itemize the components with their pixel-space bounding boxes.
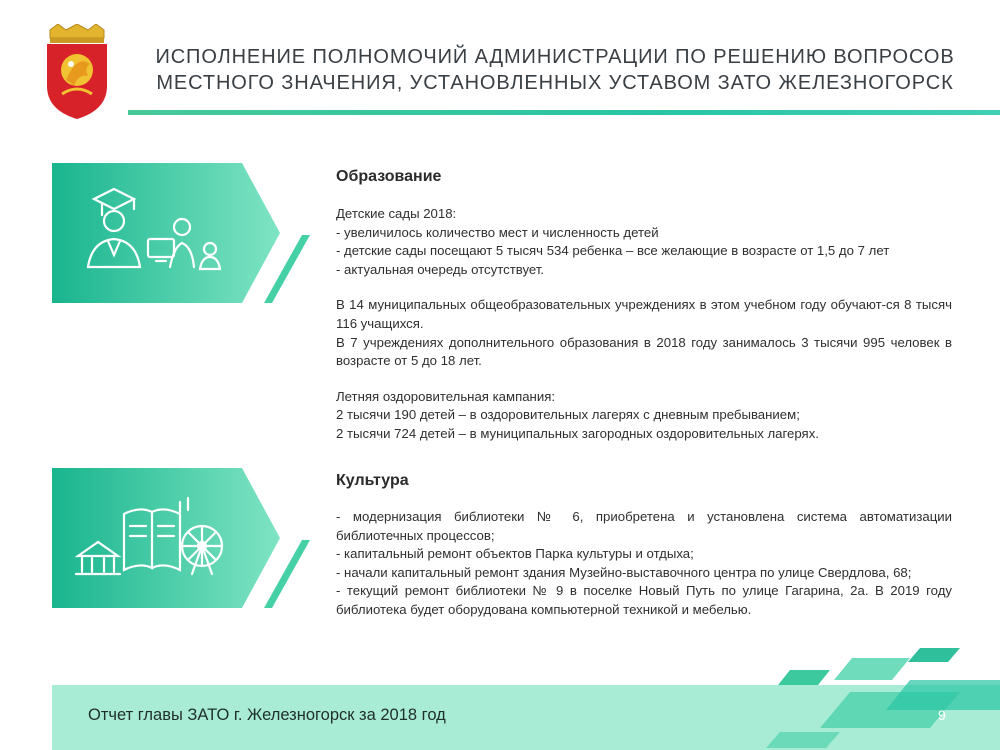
kindergartens-item-3: - актуальная очередь отсутствует. [336,261,545,277]
footer-text: Отчет главы ЗАТО г. Железногорск за 2018 год [88,706,446,724]
kindergartens-title: Детские сады 2018: [336,206,457,221]
education-content [336,205,952,444]
decorative-stripes [760,640,1000,750]
culture-content [336,508,952,620]
culture-item-2: - капитальный ремонт объектов Парка культуры и отдыха; [336,546,694,562]
page-title-line-1: ИСПОЛНЕНИЕ ПОЛНОМОЧИЙ АДМИНИСТРАЦИИ ПО РЕШЕНИЮ ВОПРОСОВ [155,46,955,68]
culture-item-3: - начали капитальный ремонт здания Музейно-выставочного центра по улице Свердлова, 68; [336,564,912,580]
summer-line-2: 2 тысячи 724 детей – в муниципальных загородных оздоровительных лагерях. [336,425,819,441]
schools-paragraph-2: В 7 учреждениях дополнительного образования в 2018 году занималось 3 тысячи 995 человек в возрасте от 5 до 18 лет. [336,334,952,369]
culture-item-1: - модернизация библиотеки № 6, приобретена и установлена система автоматизации библиотечных процессов; [336,509,952,543]
page-title-line-2: МЕСТНОГО ЗНАЧЕНИЯ, УСТАНОВЛЕННЫХ УСТАВОМ ЗАТО ЖЕЛЕЗНОГОРСК [156,72,954,94]
schools-paragraph-1: В 14 муниципальных общеобразовательных учреждениях в этом учебном году обучают-ся 8 тысяч 116 учащихся. [336,297,952,331]
kindergartens-item-2: - детские сады посещают 5 тысяч 534 ребенка – все желающие в возрасте от 1,5 до 7 лет [336,243,890,259]
coat-of-arms-icon [44,24,110,120]
page-title [140,44,970,96]
summer-title: Летняя оздоровительная кампания: [336,388,555,404]
page-number: 9 [938,707,946,723]
culture-banner [52,468,310,608]
title-divider [128,110,1000,115]
culture-heading: Культура [336,472,409,489]
kindergartens-item-1: - увеличилось количество мест и численность детей [336,224,659,240]
summer-line-1: 2 тысячи 190 детей – в оздоровительных лагерях с дневным пребыванием; [336,407,800,423]
education-heading: Образование [336,168,442,185]
education-banner [52,163,310,303]
culture-item-4: - текущий ремонт библиотеки № 9 в поселке Новый Путь по улице Гагарина, 2а. В 2019 году библиотека будет оборудована компьютерной техникой и мебелью. [336,583,952,617]
